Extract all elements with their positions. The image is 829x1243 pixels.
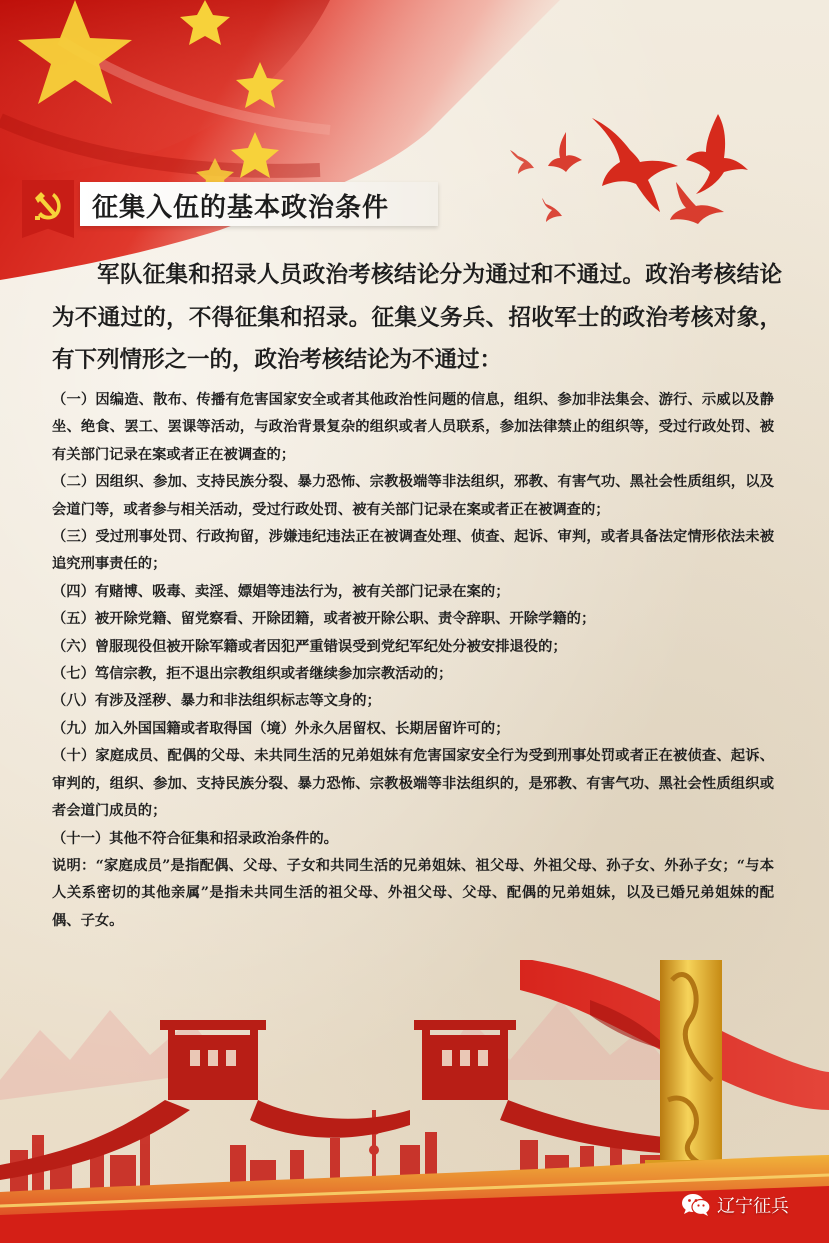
brand-watermark (681, 1190, 789, 1220)
list-item: （十一）其他不符合征集和招录政治条件的。 (52, 830, 338, 847)
list-item: （六）曾服现役但被开除军籍或者因犯严重错误受到党纪军纪处分被安排退役的； (52, 638, 567, 655)
title-bar (22, 180, 438, 230)
list-item: （九）加入外国国籍或者取得国（境）外永久居留权、长期居留许可的； (52, 720, 510, 737)
hammer-sickle-icon (32, 190, 64, 222)
list-item: （二）因组织、参加、支持民族分裂、暴力恐怖、宗教极端等非法组织，邪教、有害气功、黑社会性质组织，以及会道门等，或者参与相关活动，受过行政处罚、被有关部门记录在案或者正在被调查的； (52, 474, 774, 518)
doves-graphic (500, 110, 760, 230)
page-title: 征集入伍的基本政治条件 (92, 193, 390, 223)
list-item: （十）家庭成员、配偶的父母、未共同生活的兄弟姐妹有危害国家安全行为受到刑事处罚或者正在被侦查、起诉、审判的，组织、参加、支持民族分裂、暴力恐怖、宗教极端等非法组织的，是邪教、有害气功、黑社会性质组织或者会道门成员的； (52, 748, 774, 820)
note-paragraph: 说明：“家庭成员”是指配偶、父母、子女和共同生活的兄弟姐妹、祖父母、外祖父母、孙子女、外孙子女；“与本人关系密切的其他亲属”是指未共同生活的祖父母、外祖父母、父母、配偶的兄弟姐妹，以及已婚兄弟姐妹的配偶、子女。 (52, 857, 774, 929)
list-item: （五）被开除党籍、留党察看、开除团籍，或者被开除公职、责令辞职、开除学籍的； (52, 611, 596, 628)
party-emblem-badge (22, 180, 74, 238)
list-item: （一）因编造、散布、传播有危害国家安全或者其他政治性问题的信息，组织、参加非法集会、游行、示威以及静坐、绝食、罢工、罢课等活动，与政治背景复杂的组织或者人员联系，参加法律禁止的组织等，受过行政处罚、被有关部门记录在案或者正在被调查的； (52, 392, 774, 463)
title-box (80, 182, 438, 226)
list-item: （四）有赌博、吸毒、卖淫、嫖娼等违法行为，被有关部门记录在案的； (52, 583, 510, 600)
wechat-icon (681, 1192, 711, 1218)
brand-name: 辽宁征兵 (717, 1196, 789, 1217)
list-item: （三）受过刑事处罚、行政拘留，涉嫌违纪违法正在被调查处理、侦查、起诉、审判，或者具备法定情形依法未被追究刑事责任的； (52, 529, 774, 573)
list-item: （八）有涉及淫秽、暴力和非法组织标志等文身的； (52, 693, 381, 710)
list-item: （七）笃信宗教，拒不退出宗教组织或者继续参加宗教活动的； (52, 666, 453, 683)
conditions-list (52, 387, 774, 935)
intro-paragraph: 军队征集和招录人员政治考核结论分为通过和不通过。政治考核结论为不通过的，不得征集和招录。征集义务兵、招收军士的政治考核对象，有下列情形之一的，政治考核结论为不通过： (52, 262, 782, 373)
